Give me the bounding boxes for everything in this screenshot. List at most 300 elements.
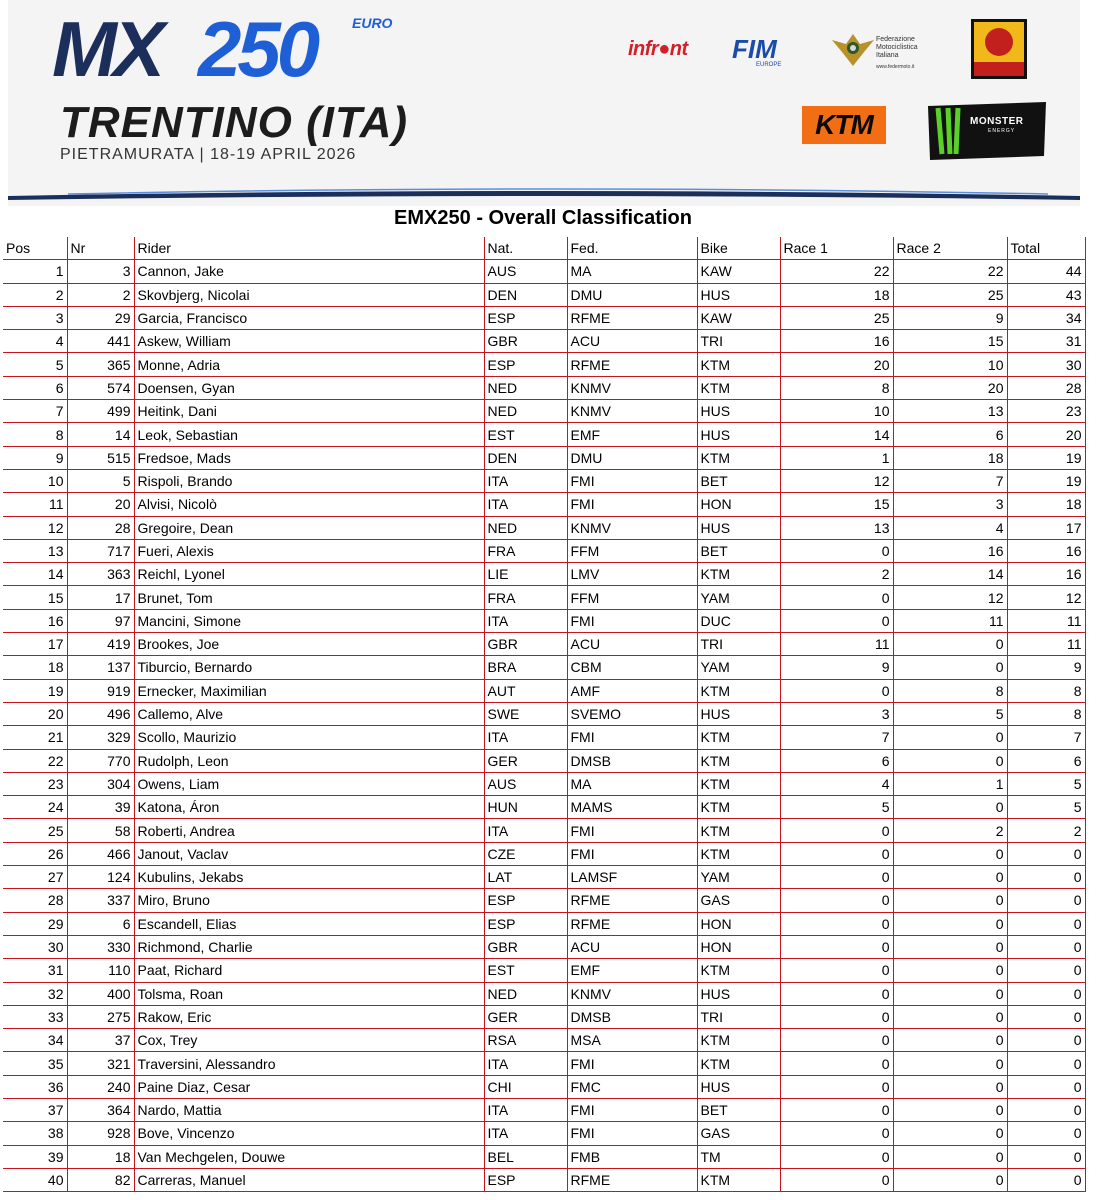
nat-cell: NED <box>484 516 567 539</box>
nr-cell: 240 <box>67 1075 134 1098</box>
bike-cell: HON <box>697 912 780 935</box>
nr-cell: 275 <box>67 1005 134 1028</box>
table-row <box>3 493 1085 516</box>
race1-cell: 0 <box>780 1168 893 1191</box>
race1-cell: 0 <box>780 866 893 889</box>
event-title: TRENTINO (ITA) <box>60 98 409 147</box>
bike-cell: KTM <box>697 842 780 865</box>
fed-cell: DMU <box>567 283 697 306</box>
rider-cell: Gregoire, Dean <box>134 516 484 539</box>
table-row <box>3 726 1085 749</box>
race1-cell: 8 <box>780 376 893 399</box>
pos-cell: 40 <box>3 1168 67 1191</box>
total-cell: 8 <box>1007 679 1085 702</box>
table-row <box>3 330 1085 353</box>
table-row <box>3 819 1085 842</box>
pos-cell: 27 <box>3 866 67 889</box>
race1-cell: 0 <box>780 539 893 562</box>
total-cell: 12 <box>1007 586 1085 609</box>
rider-cell: Owens, Liam <box>134 772 484 795</box>
col-header-pos: Pos <box>3 237 67 260</box>
pos-cell: 28 <box>3 889 67 912</box>
total-cell: 6 <box>1007 749 1085 772</box>
race2-cell: 0 <box>893 889 1007 912</box>
nr-cell: 574 <box>67 376 134 399</box>
table-row <box>3 702 1085 725</box>
fed-cell: CBM <box>567 656 697 679</box>
rider-cell: Mancini, Simone <box>134 609 484 632</box>
fed-cell: KNMV <box>567 982 697 1005</box>
nat-cell: DEN <box>484 446 567 469</box>
nat-cell: FRA <box>484 539 567 562</box>
rider-cell: Nardo, Mattia <box>134 1098 484 1121</box>
table-header-row <box>3 237 1085 260</box>
rider-cell: Askew, William <box>134 330 484 353</box>
total-cell: 0 <box>1007 959 1085 982</box>
table-row <box>3 1029 1085 1052</box>
rider-cell: Rispoli, Brando <box>134 469 484 492</box>
rider-cell: Rakow, Eric <box>134 1005 484 1028</box>
table-row <box>3 772 1085 795</box>
mx250-euro-logo <box>52 14 422 86</box>
total-cell: 5 <box>1007 796 1085 819</box>
fed-cell: RFME <box>567 1168 697 1191</box>
bike-cell: HON <box>697 493 780 516</box>
total-cell: 18 <box>1007 493 1085 516</box>
rider-cell: Paine Diaz, Cesar <box>134 1075 484 1098</box>
nr-cell: 97 <box>67 609 134 632</box>
total-cell: 43 <box>1007 283 1085 306</box>
pos-cell: 13 <box>3 539 67 562</box>
bike-cell: KTM <box>697 749 780 772</box>
total-cell: 0 <box>1007 889 1085 912</box>
pos-cell: 11 <box>3 493 67 516</box>
total-cell: 5 <box>1007 772 1085 795</box>
col-header-bike: Bike <box>697 237 780 260</box>
table-row <box>3 982 1085 1005</box>
nr-cell: 717 <box>67 539 134 562</box>
race1-cell: 14 <box>780 423 893 446</box>
bike-cell: TRI <box>697 330 780 353</box>
race1-cell: 0 <box>780 959 893 982</box>
nr-cell: 363 <box>67 563 134 586</box>
table-row <box>3 912 1085 935</box>
nr-cell: 466 <box>67 842 134 865</box>
pos-cell: 10 <box>3 469 67 492</box>
nat-cell: CHI <box>484 1075 567 1098</box>
fim-europe-label: EUROPE <box>756 62 782 68</box>
fed-cell: MAMS <box>567 796 697 819</box>
total-cell: 34 <box>1007 306 1085 329</box>
bike-cell: HUS <box>697 702 780 725</box>
fed-cell: KNMV <box>567 376 697 399</box>
bike-cell: BET <box>697 1098 780 1121</box>
pos-cell: 23 <box>3 772 67 795</box>
total-cell: 0 <box>1007 1145 1085 1168</box>
col-header-fed: Fed. <box>567 237 697 260</box>
race2-cell: 7 <box>893 469 1007 492</box>
results-table <box>3 237 1086 1192</box>
nr-cell: 5 <box>67 469 134 492</box>
rider-cell: Brookes, Joe <box>134 633 484 656</box>
fmi-eagle-icon <box>830 28 876 68</box>
fed-cell: FMI <box>567 493 697 516</box>
race2-cell: 3 <box>893 493 1007 516</box>
table-row <box>3 959 1085 982</box>
nr-cell: 330 <box>67 935 134 958</box>
rider-cell: Escandell, Elias <box>134 912 484 935</box>
rider-cell: Cox, Trey <box>134 1029 484 1052</box>
nr-cell: 137 <box>67 656 134 679</box>
bike-cell: KTM <box>697 1052 780 1075</box>
bike-cell: YAM <box>697 656 780 679</box>
table-row <box>3 353 1085 376</box>
nat-cell: BEL <box>484 1145 567 1168</box>
nr-cell: 919 <box>67 679 134 702</box>
nat-cell: NED <box>484 400 567 423</box>
race1-cell: 0 <box>780 1145 893 1168</box>
total-cell: 44 <box>1007 260 1085 283</box>
fed-cell: FFM <box>567 586 697 609</box>
total-cell: 11 <box>1007 633 1085 656</box>
pos-cell: 24 <box>3 796 67 819</box>
total-cell: 28 <box>1007 376 1085 399</box>
race1-cell: 12 <box>780 469 893 492</box>
pos-cell: 32 <box>3 982 67 1005</box>
table-row <box>3 1168 1085 1191</box>
nr-cell: 20 <box>67 493 134 516</box>
table-row <box>3 796 1085 819</box>
bike-cell: HUS <box>697 516 780 539</box>
pos-cell: 2 <box>3 283 67 306</box>
fed-cell: RFME <box>567 306 697 329</box>
race1-cell: 20 <box>780 353 893 376</box>
race1-cell: 13 <box>780 516 893 539</box>
rider-cell: Kubulins, Jekabs <box>134 866 484 889</box>
nr-cell: 304 <box>67 772 134 795</box>
nr-cell: 28 <box>67 516 134 539</box>
total-cell: 30 <box>1007 353 1085 376</box>
nat-cell: ESP <box>484 912 567 935</box>
nat-cell: ITA <box>484 819 567 842</box>
pos-cell: 16 <box>3 609 67 632</box>
nr-cell: 329 <box>67 726 134 749</box>
nat-cell: FRA <box>484 586 567 609</box>
nat-cell: NED <box>484 376 567 399</box>
table-row <box>3 842 1085 865</box>
total-cell: 2 <box>1007 819 1085 842</box>
nat-cell: GER <box>484 749 567 772</box>
race2-cell: 0 <box>893 726 1007 749</box>
table-row <box>3 866 1085 889</box>
bike-cell: HUS <box>697 400 780 423</box>
fed-cell: RFME <box>567 912 697 935</box>
pos-cell: 20 <box>3 702 67 725</box>
pos-cell: 31 <box>3 959 67 982</box>
race1-cell: 5 <box>780 796 893 819</box>
total-cell: 0 <box>1007 982 1085 1005</box>
race1-cell: 0 <box>780 1122 893 1145</box>
nat-cell: ITA <box>484 493 567 516</box>
nat-cell: AUT <box>484 679 567 702</box>
pos-cell: 25 <box>3 819 67 842</box>
results-body <box>3 260 1085 1192</box>
bike-cell: HON <box>697 935 780 958</box>
table-row <box>3 889 1085 912</box>
fed-cell: FMI <box>567 819 697 842</box>
race2-cell: 0 <box>893 1145 1007 1168</box>
bike-cell: KTM <box>697 1029 780 1052</box>
pos-cell: 15 <box>3 586 67 609</box>
race2-cell: 15 <box>893 330 1007 353</box>
race2-cell: 0 <box>893 912 1007 935</box>
fed-cell: RFME <box>567 353 697 376</box>
infront-logo: infr●nt <box>628 38 688 60</box>
nr-cell: 337 <box>67 889 134 912</box>
bike-cell: KTM <box>697 772 780 795</box>
nr-cell: 2 <box>67 283 134 306</box>
nat-cell: ITA <box>484 609 567 632</box>
nat-cell: LIE <box>484 563 567 586</box>
fed-cell: RFME <box>567 889 697 912</box>
rider-cell: Reichl, Lyonel <box>134 563 484 586</box>
nr-cell: 321 <box>67 1052 134 1075</box>
monster-label: MONSTER <box>970 116 1024 127</box>
race1-cell: 0 <box>780 1029 893 1052</box>
total-cell: 0 <box>1007 1075 1085 1098</box>
race2-cell: 0 <box>893 959 1007 982</box>
table-row <box>3 283 1085 306</box>
pos-cell: 26 <box>3 842 67 865</box>
race1-cell: 25 <box>780 306 893 329</box>
nr-cell: 18 <box>67 1145 134 1168</box>
pos-cell: 19 <box>3 679 67 702</box>
rider-cell: Miro, Bruno <box>134 889 484 912</box>
nr-cell: 124 <box>67 866 134 889</box>
nr-cell: 6 <box>67 912 134 935</box>
table-row <box>3 749 1085 772</box>
bike-cell: KTM <box>697 796 780 819</box>
rider-cell: Ernecker, Maximilian <box>134 679 484 702</box>
bike-cell: BET <box>697 469 780 492</box>
col-header-total: Total <box>1007 237 1085 260</box>
nat-cell: AUS <box>484 260 567 283</box>
race1-cell: 0 <box>780 609 893 632</box>
nr-cell: 364 <box>67 1098 134 1121</box>
table-row <box>3 679 1085 702</box>
rider-cell: Monne, Adria <box>134 353 484 376</box>
fed-cell: DMSB <box>567 749 697 772</box>
table-row <box>3 563 1085 586</box>
pos-cell: 14 <box>3 563 67 586</box>
race2-cell: 0 <box>893 1029 1007 1052</box>
bike-cell: BET <box>697 539 780 562</box>
rider-cell: Fueri, Alexis <box>134 539 484 562</box>
event-header-banner <box>8 0 1080 206</box>
fed-cell: ACU <box>567 935 697 958</box>
pos-cell: 21 <box>3 726 67 749</box>
total-cell: 17 <box>1007 516 1085 539</box>
rider-cell: Janout, Vaclav <box>134 842 484 865</box>
fed-cell: FMI <box>567 726 697 749</box>
fmi-name: Federazione Motociclistica Italiana <box>876 36 918 59</box>
ktm-logo: KTM <box>802 106 886 144</box>
nr-cell: 14 <box>67 423 134 446</box>
nr-cell: 365 <box>67 353 134 376</box>
race2-cell: 0 <box>893 1122 1007 1145</box>
race2-cell: 16 <box>893 539 1007 562</box>
nat-cell: GBR <box>484 935 567 958</box>
rider-cell: Tiburcio, Bernardo <box>134 656 484 679</box>
svg-text:EURO: EURO <box>352 15 393 31</box>
nat-cell: ITA <box>484 469 567 492</box>
fed-cell: ACU <box>567 330 697 353</box>
race1-cell: 0 <box>780 982 893 1005</box>
col-header-race1: Race 1 <box>780 237 893 260</box>
nat-cell: DEN <box>484 283 567 306</box>
nat-cell: ITA <box>484 726 567 749</box>
fim-logo: FIM <box>732 34 777 64</box>
pos-cell: 34 <box>3 1029 67 1052</box>
race1-cell: 0 <box>780 1052 893 1075</box>
rider-cell: Carreras, Manuel <box>134 1168 484 1191</box>
nat-cell: CZE <box>484 842 567 865</box>
race1-cell: 0 <box>780 679 893 702</box>
nr-cell: 496 <box>67 702 134 725</box>
table-row <box>3 306 1085 329</box>
nr-cell: 29 <box>67 306 134 329</box>
pos-cell: 33 <box>3 1005 67 1028</box>
fed-cell: LMV <box>567 563 697 586</box>
race2-cell: 0 <box>893 1098 1007 1121</box>
total-cell: 0 <box>1007 866 1085 889</box>
fed-cell: MA <box>567 772 697 795</box>
table-row <box>3 633 1085 656</box>
bike-cell: DUC <box>697 609 780 632</box>
table-row <box>3 446 1085 469</box>
rider-cell: Callemo, Alve <box>134 702 484 725</box>
header-swoosh <box>8 182 1080 206</box>
race2-cell: 4 <box>893 516 1007 539</box>
table-row <box>3 1145 1085 1168</box>
table-row <box>3 1075 1085 1098</box>
pos-cell: 7 <box>3 400 67 423</box>
rider-cell: Skovbjerg, Nicolai <box>134 283 484 306</box>
race1-cell: 0 <box>780 912 893 935</box>
pos-cell: 37 <box>3 1098 67 1121</box>
fed-cell: FMI <box>567 609 697 632</box>
total-cell: 0 <box>1007 1029 1085 1052</box>
race2-cell: 12 <box>893 586 1007 609</box>
fed-cell: AMF <box>567 679 697 702</box>
race1-cell: 10 <box>780 400 893 423</box>
bike-cell: KTM <box>697 1168 780 1191</box>
total-cell: 19 <box>1007 446 1085 469</box>
race2-cell: 0 <box>893 982 1007 1005</box>
table-row <box>3 1005 1085 1028</box>
pos-cell: 17 <box>3 633 67 656</box>
total-cell: 31 <box>1007 330 1085 353</box>
race1-cell: 11 <box>780 633 893 656</box>
rider-cell: Traversini, Alessandro <box>134 1052 484 1075</box>
race2-cell: 6 <box>893 423 1007 446</box>
race2-cell: 0 <box>893 796 1007 819</box>
classification-title: EMX250 - Overall Classification <box>394 207 692 229</box>
total-cell: 0 <box>1007 1168 1085 1191</box>
rider-cell: Roberti, Andrea <box>134 819 484 842</box>
nat-cell: ESP <box>484 353 567 376</box>
pos-cell: 29 <box>3 912 67 935</box>
fed-cell: FMI <box>567 842 697 865</box>
nr-cell: 3 <box>67 260 134 283</box>
bike-cell: TM <box>697 1145 780 1168</box>
race2-cell: 0 <box>893 1052 1007 1075</box>
table-row <box>3 400 1085 423</box>
table-row <box>3 260 1085 283</box>
bike-cell: TRI <box>697 633 780 656</box>
monster-energy-logo <box>928 98 1046 162</box>
nr-cell: 58 <box>67 819 134 842</box>
race2-cell: 10 <box>893 353 1007 376</box>
bike-cell: KTM <box>697 446 780 469</box>
total-cell: 0 <box>1007 935 1085 958</box>
total-cell: 9 <box>1007 656 1085 679</box>
rider-cell: Richmond, Charlie <box>134 935 484 958</box>
svg-text:250: 250 <box>198 14 317 86</box>
rider-cell: Scollo, Maurizio <box>134 726 484 749</box>
fed-cell: DMU <box>567 446 697 469</box>
race1-cell: 9 <box>780 656 893 679</box>
bike-cell: KTM <box>697 376 780 399</box>
bike-cell: KTM <box>697 679 780 702</box>
rider-cell: Brunet, Tom <box>134 586 484 609</box>
race1-cell: 0 <box>780 1098 893 1121</box>
nat-cell: EST <box>484 423 567 446</box>
race2-cell: 0 <box>893 1075 1007 1098</box>
fmi-url: www.federmoto.it <box>876 64 915 70</box>
race2-cell: 13 <box>893 400 1007 423</box>
race1-cell: 0 <box>780 889 893 912</box>
table-row <box>3 1098 1085 1121</box>
nat-cell: RSA <box>484 1029 567 1052</box>
rider-cell: Bove, Vincenzo <box>134 1122 484 1145</box>
rider-cell: Tolsma, Roan <box>134 982 484 1005</box>
fed-cell: FMI <box>567 1122 697 1145</box>
col-header-rider: Rider <box>134 237 484 260</box>
fed-cell: KNMV <box>567 516 697 539</box>
pos-cell: 8 <box>3 423 67 446</box>
race2-cell: 0 <box>893 935 1007 958</box>
fed-cell: EMF <box>567 423 697 446</box>
total-cell: 0 <box>1007 912 1085 935</box>
total-cell: 23 <box>1007 400 1085 423</box>
total-cell: 7 <box>1007 726 1085 749</box>
rider-cell: Katona, Áron <box>134 796 484 819</box>
race1-cell: 0 <box>780 819 893 842</box>
fed-cell: MA <box>567 260 697 283</box>
rider-cell: Rudolph, Leon <box>134 749 484 772</box>
race2-cell: 20 <box>893 376 1007 399</box>
fed-cell: FMI <box>567 1098 697 1121</box>
pos-cell: 18 <box>3 656 67 679</box>
total-cell: 16 <box>1007 539 1085 562</box>
total-cell: 0 <box>1007 842 1085 865</box>
race1-cell: 4 <box>780 772 893 795</box>
race1-cell: 18 <box>780 283 893 306</box>
fed-cell: LAMSF <box>567 866 697 889</box>
table-row <box>3 423 1085 446</box>
race1-cell: 3 <box>780 702 893 725</box>
